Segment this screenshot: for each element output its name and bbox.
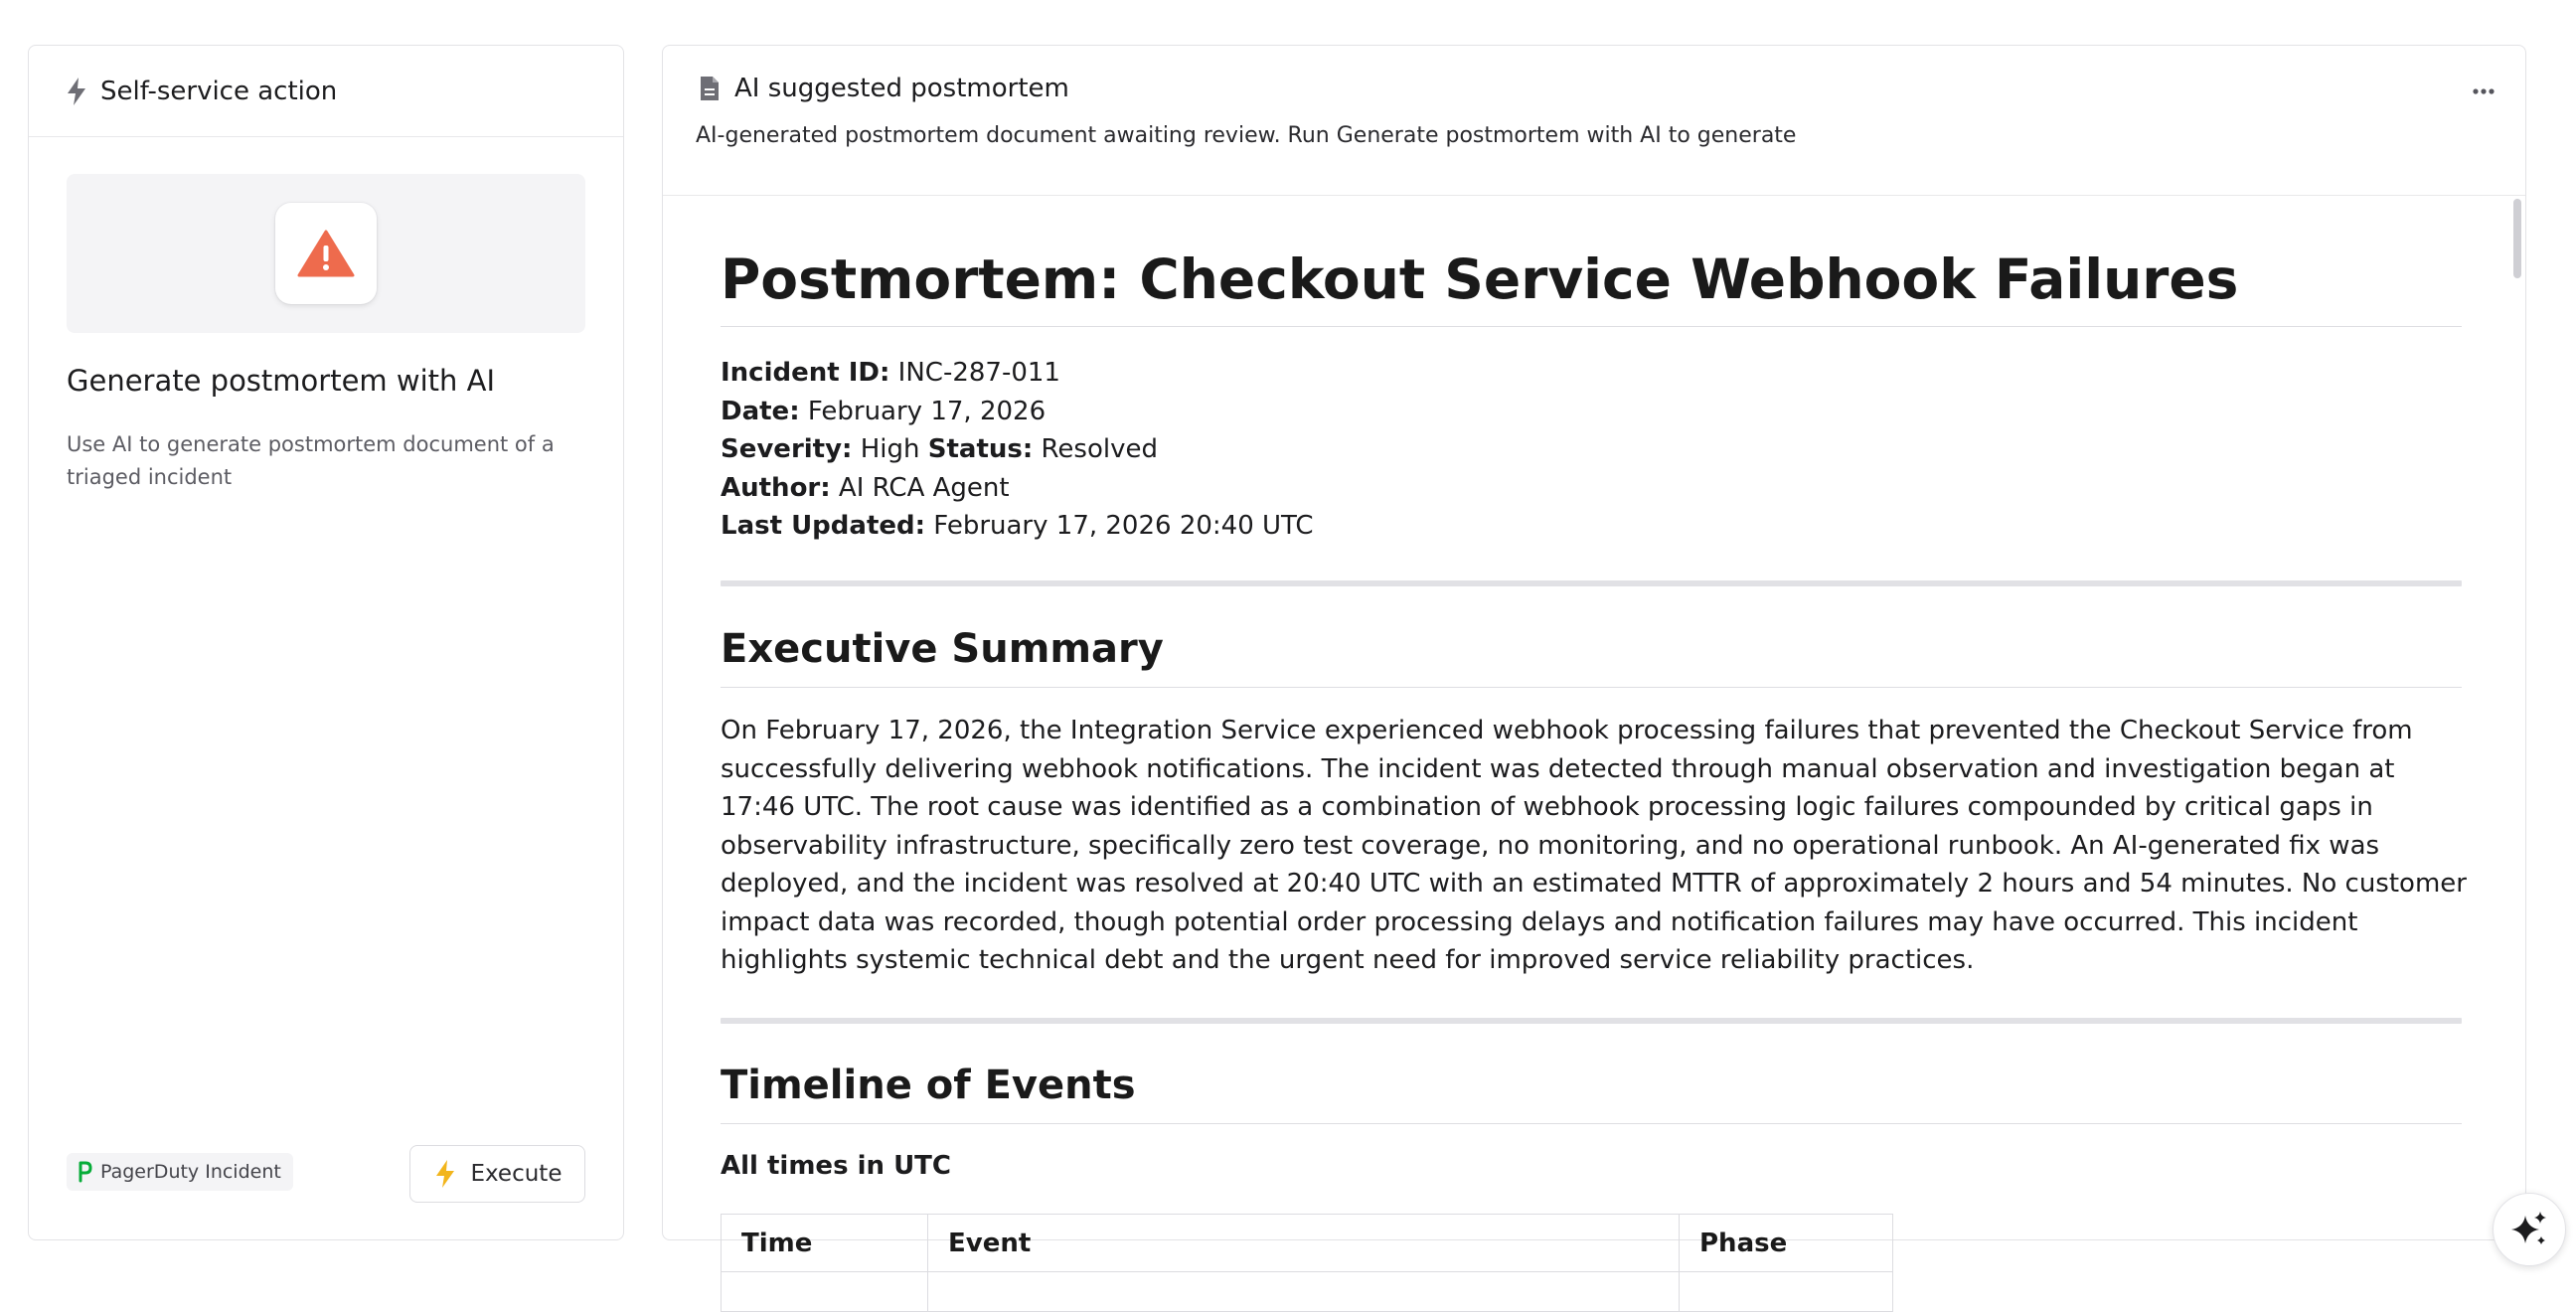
more-options-button[interactable]	[2466, 74, 2501, 109]
ai-postmortem-title-row	[699, 74, 1069, 103]
timeline-heading: Timeline of Events	[721, 1063, 1136, 1108]
sparkle-icon	[2509, 1210, 2549, 1249]
ai-postmortem-header	[663, 46, 2525, 196]
document-scrollbar[interactable]	[2513, 199, 2521, 278]
pagerduty-logo-icon	[79, 1161, 92, 1183]
document-title: Postmortem: Checkout Service Webhook Failures	[721, 247, 2239, 311]
ai-postmortem-card	[662, 45, 2526, 1258]
timeline-note: All times in UTC	[721, 1151, 951, 1181]
ai-postmortem-subtitle: AI-generated postmortem document awaiting review. Run Generate postmortem with AI to generate	[696, 123, 1797, 148]
lightning-bolt-icon	[433, 1159, 457, 1189]
column-header-event: Event	[928, 1215, 1680, 1272]
author-label: Author:	[721, 472, 831, 503]
status-value: Resolved	[1041, 434, 1158, 464]
lightning-bolt-icon	[65, 77, 88, 106]
last-updated-value: February 17, 2026 20:40 UTC	[933, 511, 1314, 541]
title-divider	[721, 326, 2462, 327]
incident-id-label: Incident ID:	[721, 358, 890, 388]
date-label: Date:	[721, 396, 800, 426]
timeline-table	[721, 1214, 1893, 1312]
date-value: February 17, 2026	[807, 396, 1046, 426]
action-description: Use AI to generate postmortem document of a triaged incident	[67, 432, 555, 489]
executive-summary-divider	[721, 687, 2462, 688]
timeline-divider	[721, 1123, 2462, 1124]
last-updated-row	[721, 507, 1314, 546]
severity-label: Severity:	[721, 434, 853, 464]
section-divider	[721, 1018, 2462, 1024]
document-icon	[699, 75, 721, 102]
column-header-time: Time	[722, 1215, 928, 1272]
execute-button-label: Execute	[470, 1161, 563, 1187]
table-cell	[1680, 1272, 1893, 1312]
pagerduty-source-badge	[67, 1153, 293, 1191]
executive-summary-text: On February 17, 2026, the Integration Service experienced webhook processing failures that prevented the Checkout Service from successfully delivering webhook notifications. The incident was detected through manual observation and investigation began at 17:46 UTC. The root cause was identified as a combination of webhook processing logic failures compounded by critical gaps in observability infrastructure, specifically zero test coverage, no monitoring, and no operational runbook. An AI-generated fix was deployed, and the incident was resolved at 20:40 UTC with an estimated MTTR of approximately 2 hours and 54 minutes. No customer impact data was recorded, though potential order processing delays and notification failures may have occurred. This incident highlights systemic technical debt and the urgent need for improved service reliability practices.	[721, 716, 2467, 975]
incident-id-value: INC-287-011	[897, 358, 1060, 388]
ai-assistant-button[interactable]	[2493, 1193, 2566, 1266]
action-hero-banner	[67, 174, 585, 333]
severity-value: High	[860, 434, 920, 464]
last-updated-label: Last Updated:	[721, 511, 926, 541]
timeline-header-row	[722, 1215, 1893, 1272]
self-service-action-title: Self-service action	[100, 76, 338, 106]
self-service-action-header	[29, 46, 623, 137]
date-row	[721, 393, 1314, 431]
section-divider	[721, 580, 2462, 586]
author-value: AI RCA Agent	[838, 472, 1010, 503]
table-row	[722, 1272, 1893, 1312]
incident-id-row	[721, 354, 1314, 393]
executive-summary-heading: Executive Summary	[721, 626, 1164, 672]
self-service-action-card	[28, 45, 624, 1240]
document-metadata	[721, 354, 1314, 546]
table-cell	[722, 1272, 928, 1312]
ai-postmortem-title: AI suggested postmortem	[734, 74, 1069, 103]
warning-triangle-icon	[297, 229, 355, 278]
table-cell	[928, 1272, 1680, 1312]
action-icon-tile	[275, 203, 377, 304]
postmortem-document-scroll-area[interactable]	[663, 197, 2525, 1258]
author-row	[721, 469, 1314, 508]
column-header-phase: Phase	[1680, 1215, 1893, 1272]
execute-button[interactable]	[409, 1145, 585, 1203]
action-title: Generate postmortem with AI	[67, 364, 496, 398]
status-label: Status:	[927, 434, 1034, 464]
source-badge-label: PagerDuty Incident	[100, 1161, 281, 1183]
severity-status-row	[721, 430, 1314, 469]
more-horizontal-icon	[2472, 87, 2496, 95]
